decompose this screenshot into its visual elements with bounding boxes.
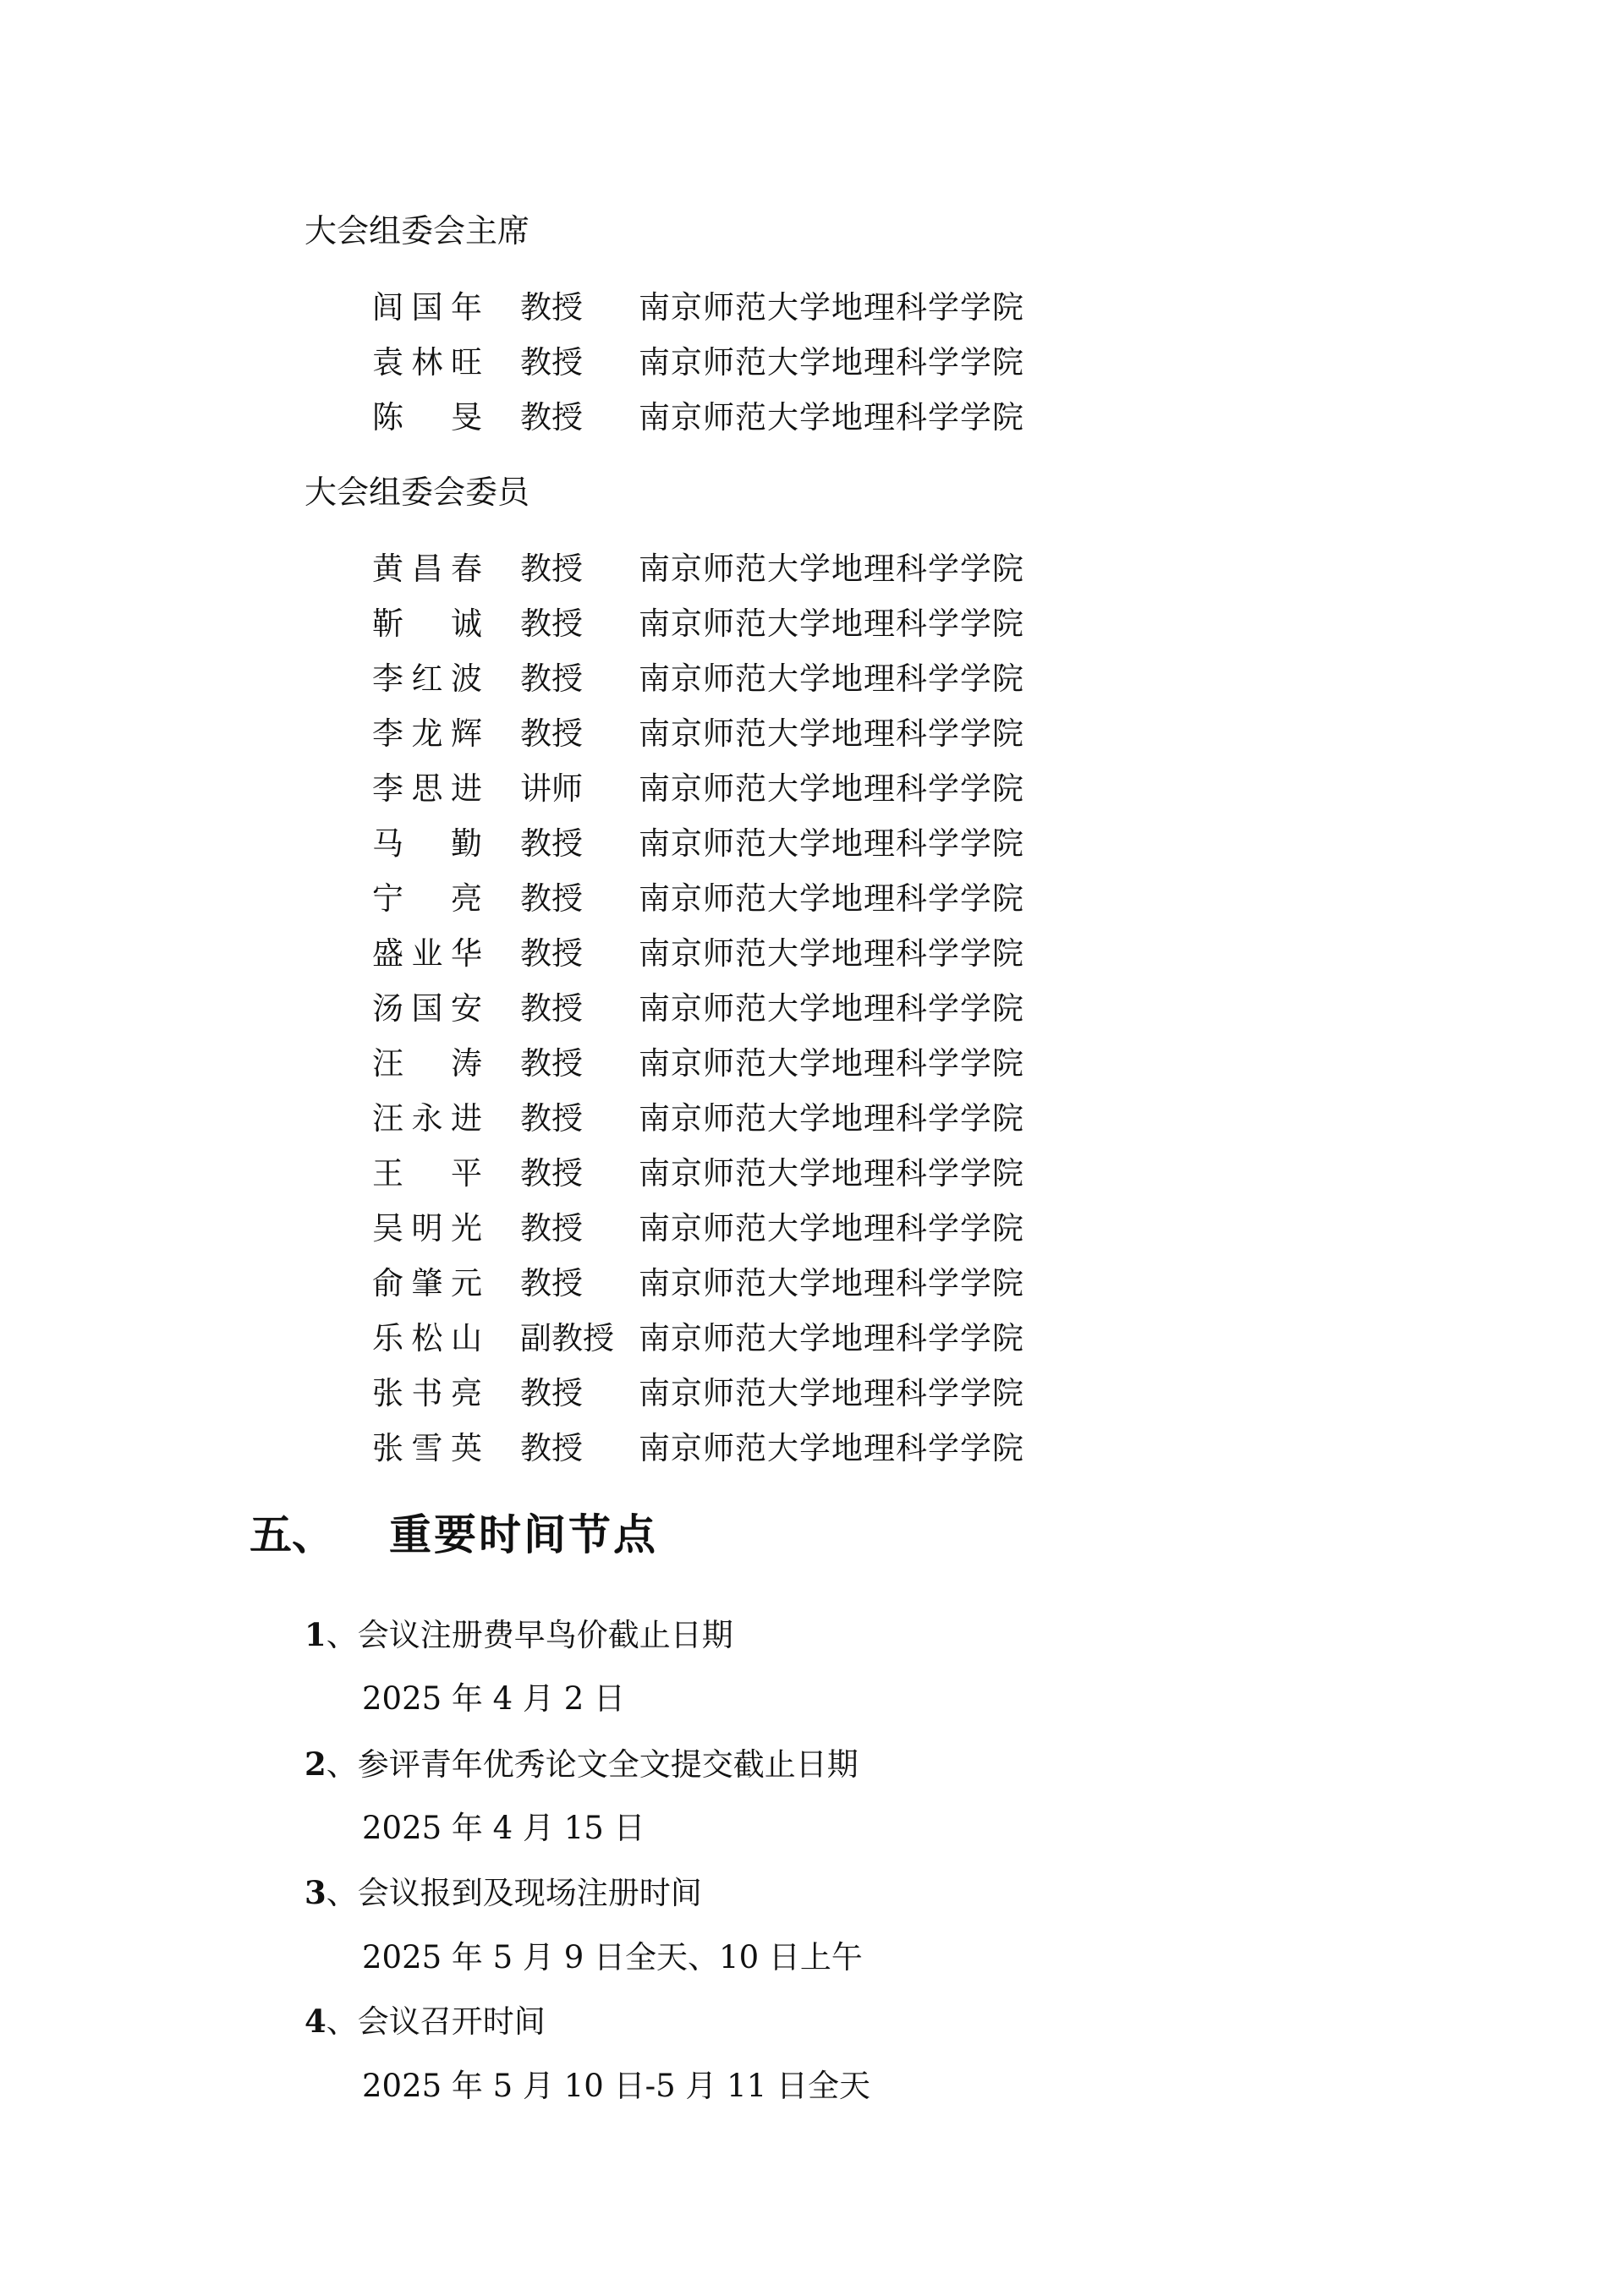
member-title: 教授 <box>520 990 583 1027</box>
milestone-title <box>304 2003 546 2040</box>
member-org: 南京师范大学地理科学学院 <box>639 990 1024 1027</box>
member-title: 教授 <box>520 1045 583 1082</box>
milestone-separator: 、 <box>326 2003 358 2040</box>
member-org: 南京师范大学地理科学学院 <box>639 551 1024 587</box>
member-name: 俞肇元 <box>372 1265 482 1301</box>
member-title: 教授 <box>520 660 583 697</box>
member-org: 南京师范大学地理科学学院 <box>639 770 1024 807</box>
milestone-date: 2025 年 4 月 2 日 <box>362 1680 626 1717</box>
member-name: 李红波 <box>372 660 482 697</box>
member-name: 汪永进 <box>372 1100 482 1137</box>
member-name: 汤国安 <box>372 990 482 1027</box>
committee-section-heading: 大会组委会委员 <box>304 474 530 511</box>
section-number: 五、 <box>250 1510 334 1559</box>
member-org: 南京师范大学地理科学学院 <box>639 1430 1024 1466</box>
member-title: 教授 <box>520 715 583 752</box>
member-title: 教授 <box>520 935 583 972</box>
member-name: 闾国年 <box>372 289 482 326</box>
member-org: 南京师范大学地理科学学院 <box>639 606 1024 642</box>
member-title: 教授 <box>520 1265 583 1301</box>
milestone-date: 2025 年 4 月 15 日 <box>362 1810 645 1846</box>
milestone-number: 4 <box>304 2003 326 2040</box>
milestone-label: 参评青年优秀论文全文提交截止日期 <box>357 1746 859 1783</box>
member-org: 南京师范大学地理科学学院 <box>639 399 1024 436</box>
member-org: 南京师范大学地理科学学院 <box>639 344 1024 381</box>
milestone-number: 1 <box>304 1616 326 1653</box>
member-title: 教授 <box>520 1375 583 1411</box>
member-name: 汪 涛 <box>372 1045 482 1082</box>
member-name: 陈 旻 <box>372 399 482 436</box>
member-name: 张雪英 <box>372 1430 482 1466</box>
member-name: 盛业华 <box>372 935 482 972</box>
milestone-title <box>304 1616 733 1653</box>
chair-section-heading: 大会组委会主席 <box>304 212 530 249</box>
milestone-title <box>304 1874 702 1911</box>
member-title: 副教授 <box>520 1320 614 1356</box>
milestone-label: 会议报到及现场注册时间 <box>357 1875 702 1911</box>
member-title: 教授 <box>520 399 583 436</box>
member-org: 南京师范大学地理科学学院 <box>639 1210 1024 1247</box>
member-name: 李龙辉 <box>372 715 482 752</box>
milestone-date: 2025 年 5 月 10 日-5 月 11 日全天 <box>362 2068 870 2104</box>
milestone-separator: 、 <box>326 1617 358 1653</box>
member-org: 南京师范大学地理科学学院 <box>639 825 1024 862</box>
member-org: 南京师范大学地理科学学院 <box>639 1155 1024 1192</box>
member-name: 马 勤 <box>372 825 482 862</box>
member-org: 南京师范大学地理科学学院 <box>639 1375 1024 1411</box>
member-name: 黄昌春 <box>372 551 482 587</box>
member-name: 袁林旺 <box>372 344 482 381</box>
member-title: 教授 <box>520 1100 583 1137</box>
member-title: 教授 <box>520 1430 583 1466</box>
section-heading-important-dates <box>250 1510 658 1559</box>
member-name: 王 平 <box>372 1155 482 1192</box>
member-title: 教授 <box>520 344 583 381</box>
milestone-separator: 、 <box>326 1875 358 1911</box>
member-title: 教授 <box>520 880 583 917</box>
milestone-label: 会议注册费早鸟价截止日期 <box>357 1617 733 1653</box>
member-title: 教授 <box>520 606 583 642</box>
milestone-title <box>304 1745 859 1783</box>
member-title: 教授 <box>520 289 583 326</box>
milestone-separator: 、 <box>326 1746 358 1783</box>
member-name: 乐松山 <box>372 1320 482 1356</box>
member-title: 讲师 <box>520 770 583 807</box>
member-org: 南京师范大学地理科学学院 <box>639 1100 1024 1137</box>
member-name: 张书亮 <box>372 1375 482 1411</box>
member-org: 南京师范大学地理科学学院 <box>639 880 1024 917</box>
member-title: 教授 <box>520 825 583 862</box>
section-title: 重要时间节点 <box>389 1510 658 1559</box>
milestone-number: 3 <box>304 1874 326 1911</box>
member-org: 南京师范大学地理科学学院 <box>639 289 1024 326</box>
member-title: 教授 <box>520 1210 583 1247</box>
member-org: 南京师范大学地理科学学院 <box>639 660 1024 697</box>
member-name: 李思进 <box>372 770 482 807</box>
member-name: 宁 亮 <box>372 880 482 917</box>
member-name: 吴明光 <box>372 1210 482 1247</box>
milestone-date: 2025 年 5 月 9 日全天、10 日上午 <box>362 1939 863 1975</box>
member-name: 靳 诚 <box>372 606 482 642</box>
milestone-number: 2 <box>304 1745 326 1783</box>
member-org: 南京师范大学地理科学学院 <box>639 1265 1024 1301</box>
member-org: 南京师范大学地理科学学院 <box>639 1045 1024 1082</box>
member-org: 南京师范大学地理科学学院 <box>639 935 1024 972</box>
member-org: 南京师范大学地理科学学院 <box>639 1320 1024 1356</box>
member-title: 教授 <box>520 551 583 587</box>
milestone-label: 会议召开时间 <box>357 2003 546 2040</box>
member-org: 南京师范大学地理科学学院 <box>639 715 1024 752</box>
member-title: 教授 <box>520 1155 583 1192</box>
